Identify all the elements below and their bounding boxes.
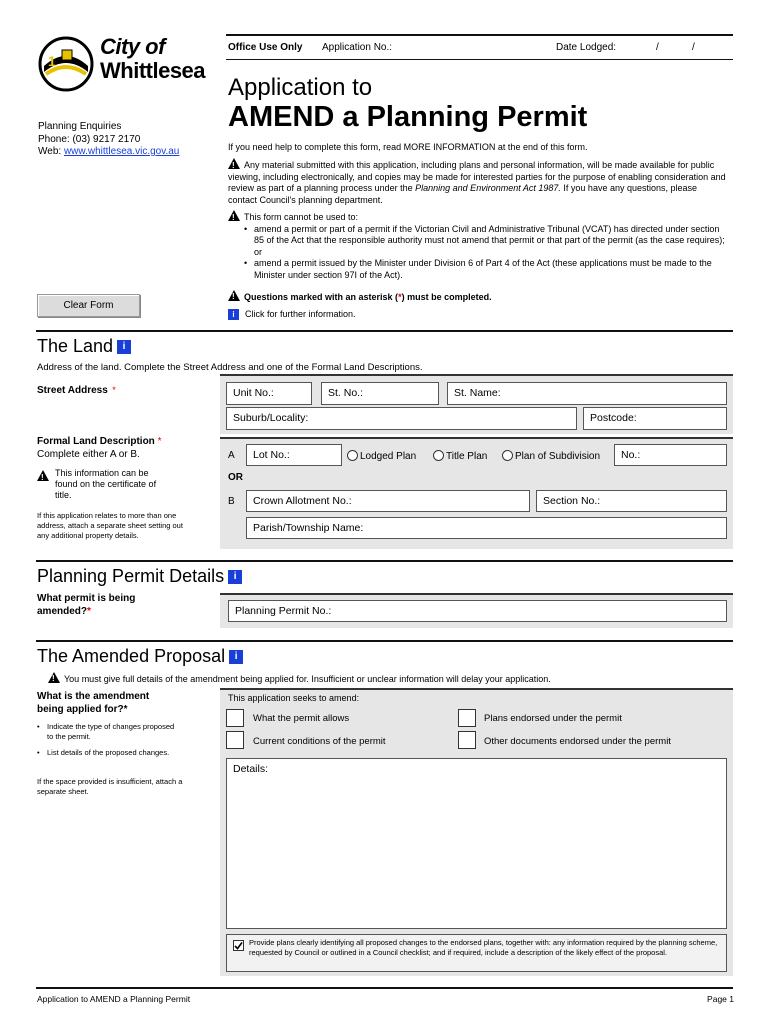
formal-land-sub: Complete either A or B. — [37, 449, 140, 460]
page-title: AMEND a Planning Permit — [228, 101, 588, 133]
checkbox-label: What the permit allows — [253, 713, 350, 724]
info-note-text: Click for further information. — [245, 309, 356, 319]
planning-enquiries — [38, 121, 179, 159]
amendment-hints — [37, 722, 177, 758]
provide-plans-note — [226, 934, 727, 972]
seeks-label: This application seeks to amend: — [228, 693, 360, 703]
web-label: Web: — [38, 146, 62, 157]
land-section-title — [37, 336, 131, 357]
info-icon[interactable]: i — [117, 340, 131, 354]
postcode-field[interactable]: Postcode: — [583, 407, 727, 430]
help-text: If you need help to complete this form, read MORE INFORMATION at the end of this form. — [228, 142, 588, 152]
notice2-title: This form cannot be used to: — [244, 212, 359, 222]
st-name-field[interactable]: St. Name: — [447, 382, 727, 405]
notice2-item: • amend a permit or part of a permit if the Victorian Civil and Administrative Tribunal (VCAT) has directed under section 85 of the Act that the responsible authority must not amend that permit or that part of the permit (as the case requires); or — [244, 224, 728, 259]
amendment-question: What is the amendment being applied for?* — [37, 691, 150, 715]
application-no-label: Application No.: — [322, 42, 393, 53]
required-star: * — [157, 436, 162, 447]
permit-question-text: What permit is being amended? — [37, 593, 136, 617]
footer-rule — [36, 987, 733, 989]
insufficient-note: If the space provided is insufficient, attach a separate sheet. — [37, 777, 183, 796]
info-icon[interactable]: i — [229, 650, 243, 664]
page-number: Page 1 — [707, 994, 734, 1004]
warning-icon — [228, 290, 240, 301]
radio-icon — [502, 450, 513, 461]
formal-land-text: Formal Land Description — [37, 436, 155, 447]
plan-subdivision-radio[interactable] — [502, 450, 600, 462]
logo-line2: Whittlesea — [100, 58, 206, 83]
checkbox-permit-allows[interactable] — [226, 709, 244, 727]
info-icon[interactable]: i — [228, 570, 242, 584]
section-rule — [36, 330, 733, 332]
enquiries-phone: Phone: (03) 9217 2170 — [38, 133, 141, 145]
radio-icon — [433, 450, 444, 461]
amendment-hint: • List details of the proposed changes. — [37, 748, 177, 758]
permit-title-text: Planning Permit Details — [37, 566, 225, 586]
amended-warning — [48, 672, 551, 684]
st-no-field[interactable]: St. No.: — [321, 382, 439, 405]
or-label: OR — [228, 472, 243, 483]
option-a-label: A — [228, 450, 235, 461]
footer-title: Application to AMEND a Planning Permit — [37, 994, 191, 1004]
info-note — [228, 309, 356, 320]
required-star: * — [112, 385, 116, 395]
council-emblem-icon — [38, 36, 94, 92]
notice1-text: Any material submitted with this application, including plans and personal information, will be made available for public viewing, including electronically, and copies may be made for interested parties for the purpose of enabling consideration and review as part of a planning process under the — [228, 160, 726, 193]
title-line1: Application to — [228, 74, 373, 101]
lodged-plan-label: Lodged Plan — [360, 451, 417, 462]
section-rule — [36, 640, 733, 642]
checkbox-label: Plans endorsed under the permit — [484, 713, 622, 724]
option-b-label: B — [228, 496, 235, 507]
details-label: Details: — [233, 763, 269, 775]
section-rule — [36, 560, 733, 562]
land-title-text: The Land — [37, 336, 114, 356]
details-textarea[interactable] — [226, 758, 727, 929]
formal-land-label — [37, 435, 161, 461]
office-use-strip — [226, 34, 733, 60]
enquiries-label: Planning Enquiries — [38, 121, 122, 132]
office-use-label: Office Use Only — [228, 42, 303, 53]
warning-icon — [228, 210, 240, 221]
notice-cannot-use — [228, 210, 728, 281]
info-icon[interactable]: i — [228, 309, 239, 320]
amended-section-title — [37, 646, 243, 667]
plan-subdivision-label: Plan of Subdivision — [515, 451, 601, 462]
notice1-act: Planning and Environment Act 1987. — [415, 183, 561, 193]
title-plan-label: Title Plan — [446, 451, 488, 462]
warning-icon — [228, 158, 240, 169]
notice2-item: • amend a permit issued by the Minister under Division 6 of Part 4 of the Act (these applications must be made to the Minister under section 97I of the Act). — [244, 258, 728, 281]
permit-question — [37, 593, 167, 618]
clear-form-button[interactable]: Clear Form — [37, 294, 140, 317]
parish-field[interactable]: Parish/Township Name: — [246, 517, 727, 539]
asterisk-note-a: Questions marked with an asterisk ( — [244, 292, 399, 302]
svg-text:1: 1 — [48, 53, 56, 69]
permit-section-title — [37, 566, 242, 587]
date-slash-2: / — [692, 42, 695, 53]
lot-no-field[interactable]: Lot No.: — [246, 444, 342, 466]
radio-icon — [347, 450, 358, 461]
logo-line1: City of — [100, 34, 165, 59]
title-plan-radio[interactable] — [433, 450, 487, 462]
section-no-field[interactable]: Section No.: — [536, 490, 727, 512]
multi-address-note: If this application relates to more than one address, attach a separate sheet setting out any additional property details. — [37, 511, 183, 540]
required-star: * — [87, 605, 91, 617]
amended-title-text: The Amended Proposal — [37, 646, 226, 666]
plan-no-field[interactable]: No.: — [614, 444, 727, 466]
provide-plans-text: Provide plans clearly identifying all proposed changes to the endorsed plans, together with: any information required by the planning scheme, requested by Council or outlined in a Council checklist; and if required, include a description of the likely effect of the proposal. — [249, 938, 718, 957]
suburb-field[interactable]: Suburb/Locality: — [226, 407, 577, 430]
checkbox-label: Current conditions of the permit — [253, 736, 386, 747]
notice-public-viewing — [228, 158, 728, 206]
enquiries-web-row — [38, 146, 179, 159]
date-slash-1: / — [656, 42, 659, 53]
checkbox-other-documents[interactable] — [458, 731, 476, 749]
checkbox-current-conditions[interactable] — [226, 731, 244, 749]
asterisk-star: * — [398, 292, 402, 302]
asterisk-note — [228, 290, 492, 302]
checkbox-tick-icon — [233, 940, 244, 951]
land-intro: Address of the land. Complete the Street Address and one of the Formal Land Descriptions. — [37, 362, 423, 373]
certificate-note-text: This information can be found on the certificate of title. — [55, 468, 157, 500]
amendment-hint: • Indicate the type of changes proposed to the permit. — [37, 722, 177, 742]
planning-permit-no-field[interactable]: Planning Permit No.: — [228, 600, 727, 622]
street-address-text: Street Address — [37, 385, 108, 396]
warning-icon — [37, 470, 49, 481]
certificate-note — [37, 468, 177, 501]
street-address-label — [37, 380, 116, 398]
unit-no-field[interactable]: Unit No.: — [226, 382, 312, 405]
asterisk-note-b: ) must be completed. — [401, 292, 492, 302]
web-link[interactable]: www.whittlesea.vic.gov.au — [63, 146, 180, 157]
crown-allotment-field[interactable]: Crown Allotment No.: — [246, 490, 530, 512]
notice1-end: If you have any questions, please contact Council's planning department. — [228, 183, 698, 205]
amended-warning-text: You must give full details of the amendment being applied for. Insufficient or unclear information will delay your application. — [64, 674, 551, 684]
lodged-plan-radio[interactable] — [347, 450, 416, 462]
checkbox-label: Other documents endorsed under the permit — [484, 736, 671, 747]
council-logo — [38, 36, 216, 92]
notice2-list — [244, 224, 728, 282]
checkbox-plans-endorsed[interactable] — [458, 709, 476, 727]
warning-icon — [48, 672, 60, 683]
date-lodged-label: Date Lodged: — [556, 42, 617, 53]
